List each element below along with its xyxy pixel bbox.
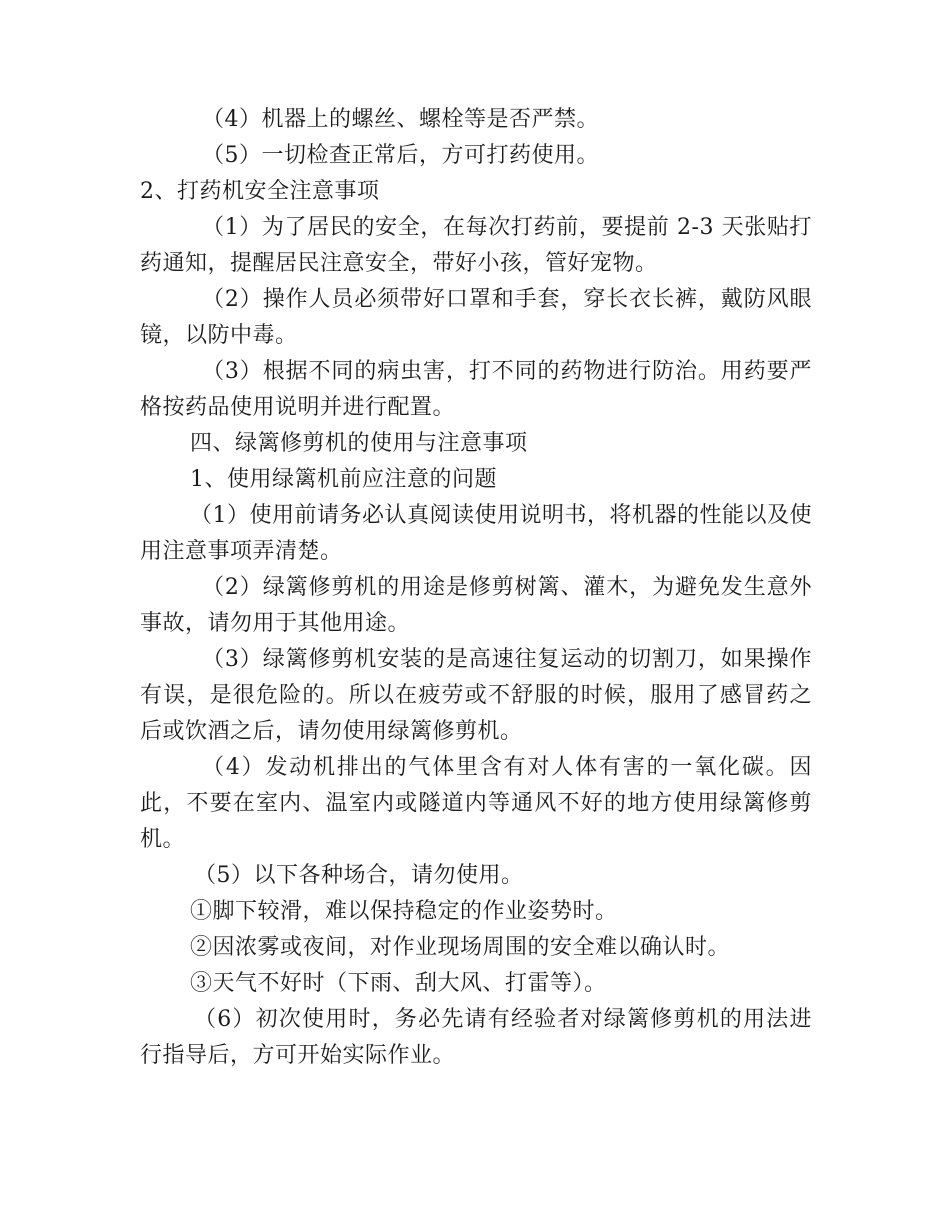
paragraph-sprayer-3: （3）根据不同的病虫害，打不同的药物进行防治。用药要严格按药品使用说明并进行配置。	[140, 359, 812, 420]
section-heading-hedge-trimmer: 四、绿篱修剪机的使用与注意事项	[190, 431, 528, 456]
paragraph-item-5: （5）一切检查正常后，方可打药使用。	[202, 143, 599, 168]
list-item-circled-1: ①脚下较滑，难以保持稳定的作业姿势时。	[190, 899, 618, 924]
paragraph-item-4: （4）机器上的螺丝、螺栓等是否严禁。	[202, 107, 599, 132]
paragraph-sprayer-1: （1）为了居民的安全，在每次打药前，要提前 2-3 天张贴打药通知，提醒居民注意安全，带好小孩，管好宠物。	[140, 215, 812, 276]
list-item-circled-3: ③天气不好时（下雨、刮大风、打雷等）。	[190, 971, 607, 996]
paragraph-trimmer-1: （1）使用前请务必认真阅读使用说明书，将机器的性能以及使用注意事项弄清楚。	[140, 503, 812, 564]
document-body	[140, 102, 812, 1074]
list-item-circled-2: ②因浓雾或夜间，对作业现场周围的安全难以确认时。	[190, 935, 731, 960]
paragraph-trimmer-4: （4）发动机排出的气体里含有对人体有害的一氧化碳。因此，不要在室内、温室内或隧道内等通风不好的地方使用绿篱修剪机。	[140, 755, 812, 852]
subsection-heading-before-use: 1、使用绿篱机前应注意的问题	[190, 467, 497, 492]
section-heading-sprayer-safety: 2、打药机安全注意事项	[140, 179, 380, 204]
paragraph-trimmer-5: （5）以下各种场合，请勿使用。	[194, 863, 524, 888]
paragraph-sprayer-2: （2）操作人员必须带好口罩和手套，穿长衣长裤，戴防风眼镜，以防中毒。	[140, 287, 812, 348]
paragraph-trimmer-2: （2）绿篱修剪机的用途是修剪树篱、灌木，为避免发生意外事故，请勿用于其他用途。	[140, 575, 812, 636]
paragraph-trimmer-6: （6）初次使用时，务必先请有经验者对绿篱修剪机的用法进行指导后，方可开始实际作业。	[140, 1007, 812, 1068]
paragraph-trimmer-3: （3）绿篱修剪机安装的是高速往复运动的切割刀，如果操作有误，是很危险的。所以在疲劳或不舒服的时候，服用了感冒药之后或饮酒之后，请勿使用绿篱修剪机。	[140, 647, 812, 744]
